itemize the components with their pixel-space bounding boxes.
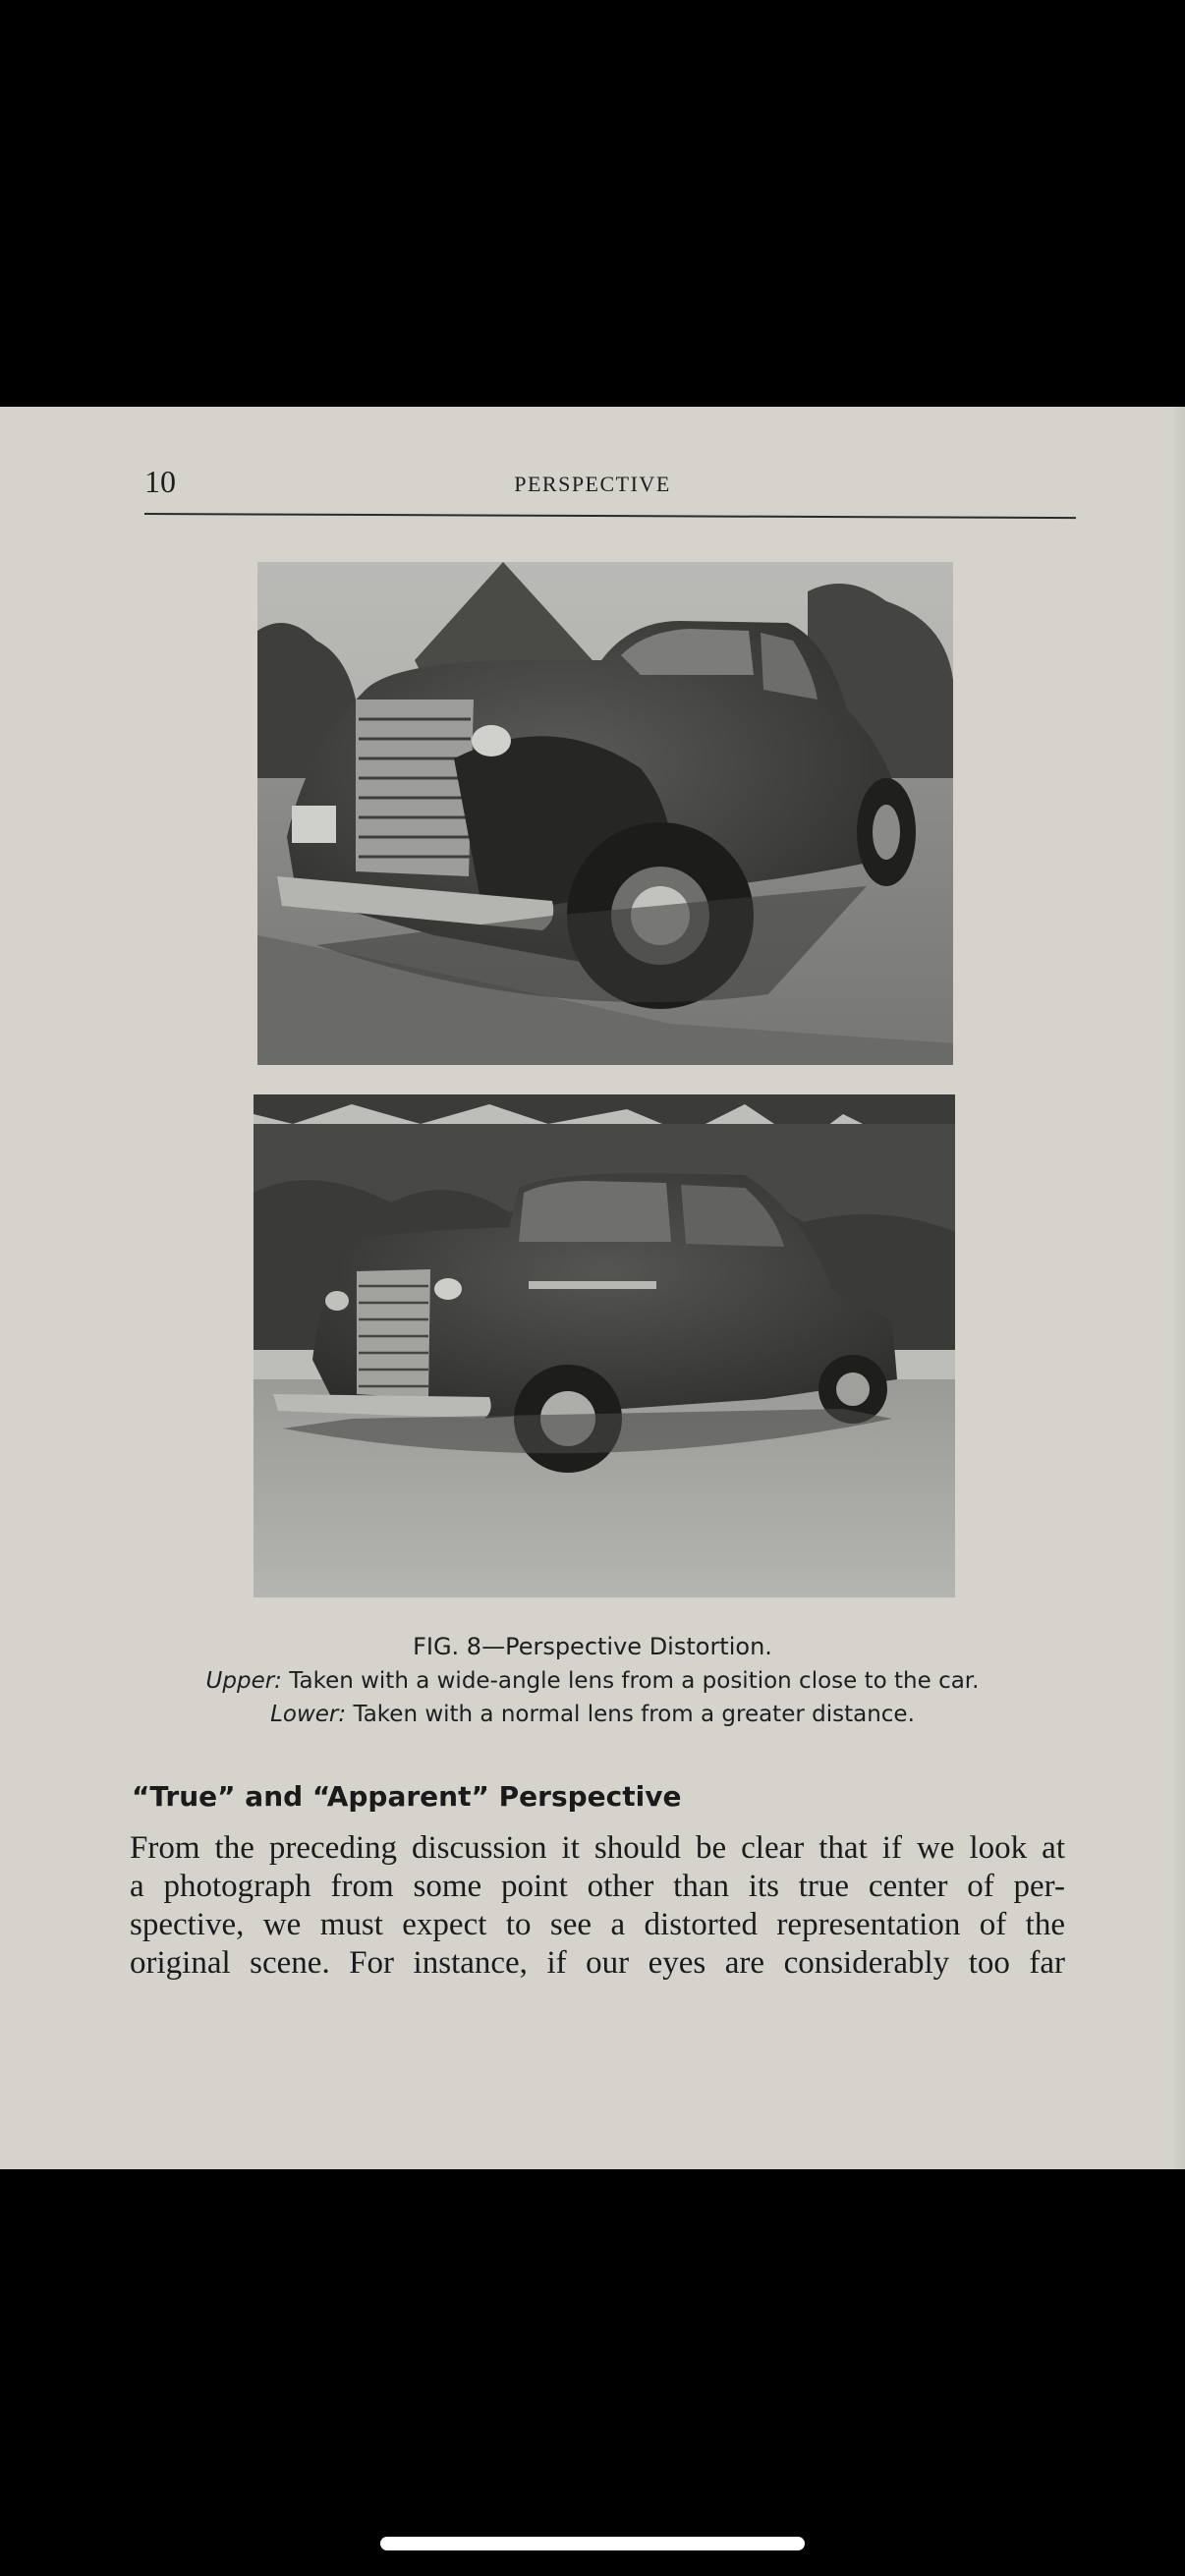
page-number: 10: [144, 464, 176, 499]
book-page: [0, 407, 1185, 2169]
body-line: From the preceding discussion it should be clear that if we look at: [130, 1830, 1065, 1866]
body-paragraph: [130, 1829, 1065, 1983]
caption-upper-text: Taken with a wide-angle lens from a position close to the car.: [281, 1668, 980, 1694]
bottom-black-bar: [0, 2169, 1185, 2576]
section-heading: “True” and “Apparent” Perspective: [132, 1780, 682, 1813]
figure-caption-upper: [0, 1668, 1185, 1694]
lower-car-photo: [254, 1094, 955, 1597]
caption-upper-label: Upper:: [205, 1668, 282, 1694]
caption-lower-text: Taken with a normal lens from a greater distance.: [346, 1702, 915, 1727]
body-line: a photograph from some point other than its true center of per-: [130, 1869, 1065, 1904]
running-head: PERSPECTIVE: [514, 472, 671, 496]
figure-caption-title: FIG. 8—Perspective Distortion.: [413, 1633, 772, 1660]
home-indicator[interactable]: [380, 2537, 805, 2550]
header-rule: [144, 513, 1076, 519]
upper-car-photo: [257, 562, 953, 1065]
page-edge-shadow: [1171, 407, 1185, 2169]
body-line: spective, we must expect to see a distorted representation of the: [130, 1907, 1065, 1942]
figure-caption-lower: [0, 1702, 1185, 1727]
body-line: original scene. For instance, if our eyes are considerably too far: [130, 1945, 1065, 1981]
caption-lower-label: Lower:: [270, 1702, 347, 1727]
top-black-bar: [0, 0, 1185, 407]
